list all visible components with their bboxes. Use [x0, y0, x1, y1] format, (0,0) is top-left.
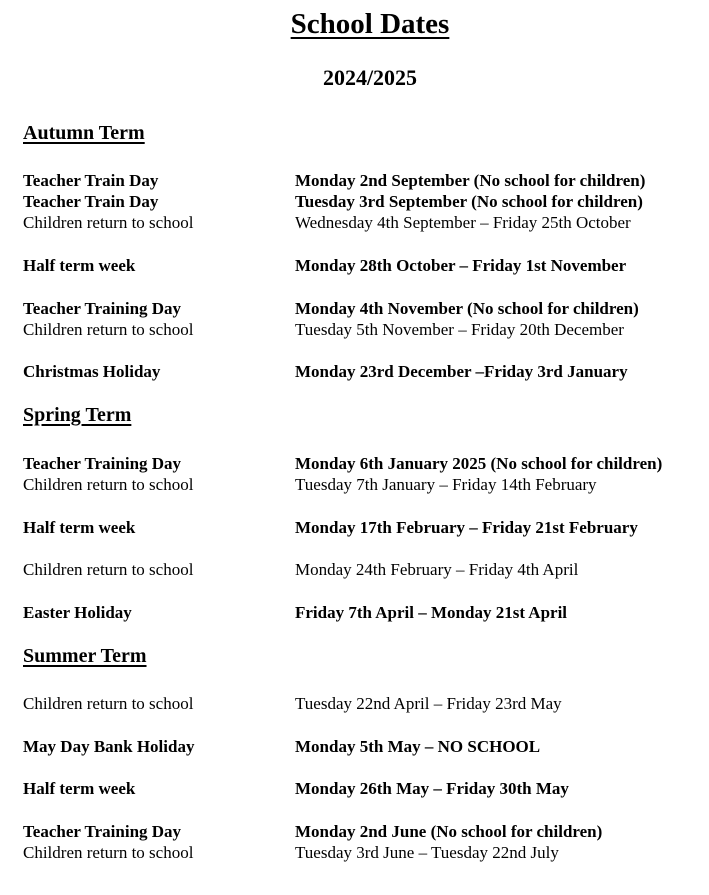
table-row	[0, 170, 709, 191]
row-dates: Tuesday 22nd April – Friday 23rd May	[295, 694, 562, 713]
row-dates: Monday 26th May – Friday 30th May	[295, 779, 569, 798]
table-row	[0, 453, 709, 474]
row-label: Children return to school	[23, 560, 194, 579]
row-label: Children return to school	[23, 320, 194, 339]
row-dates: Wednesday 4th September – Friday 25th October	[295, 213, 631, 232]
row-label: May Day Bank Holiday	[23, 737, 195, 756]
table-row	[0, 821, 709, 842]
table-row	[0, 191, 709, 212]
spring-term-heading: Spring Term	[23, 404, 132, 426]
table-row	[0, 602, 709, 623]
table-row	[0, 319, 709, 340]
table-row	[0, 842, 709, 863]
table-row	[0, 212, 709, 233]
row-dates: Monday 2nd June (No school for children)	[295, 822, 603, 841]
row-label: Christmas Holiday	[23, 362, 161, 381]
row-dates: Tuesday 3rd June – Tuesday 22nd July	[295, 843, 559, 862]
table-row	[0, 778, 709, 799]
table-row	[0, 693, 709, 714]
table-row	[0, 474, 709, 495]
table-row	[0, 361, 709, 382]
table-row	[0, 517, 709, 538]
row-label: Children return to school	[23, 475, 194, 494]
row-label: Teacher Train Day	[23, 171, 159, 190]
row-label: Teacher Training Day	[23, 299, 182, 318]
row-dates: Monday 2nd September (No school for children)	[295, 171, 646, 190]
row-label: Easter Holiday	[23, 603, 132, 622]
row-label: Teacher Training Day	[23, 454, 182, 473]
row-label: Half term week	[23, 779, 136, 798]
row-dates: Tuesday 3rd September (No school for children)	[295, 192, 643, 211]
row-dates: Monday 17th February – Friday 21st February	[295, 518, 638, 537]
row-dates: Tuesday 5th November – Friday 20th December	[295, 320, 624, 339]
summer-term-heading: Summer Term	[23, 645, 147, 667]
row-label: Children return to school	[23, 694, 194, 713]
row-dates: Monday 24th February – Friday 4th April	[295, 560, 579, 579]
row-dates: Monday 4th November (No school for children)	[295, 299, 639, 318]
academic-year: 2024/2025	[322, 65, 418, 90]
row-dates: Monday 6th January 2025 (No school for children)	[295, 454, 663, 473]
row-label: Children return to school	[23, 213, 194, 232]
row-dates: Monday 23rd December –Friday 3rd January	[295, 362, 628, 381]
row-label: Teacher Train Day	[23, 192, 159, 211]
page-title: School Dates	[290, 8, 450, 40]
row-label: Half term week	[23, 256, 136, 275]
table-row	[0, 255, 709, 276]
row-dates: Friday 7th April – Monday 21st April	[295, 603, 568, 622]
table-row	[0, 736, 709, 757]
row-label: Teacher Training Day	[23, 822, 182, 841]
row-dates: Monday 28th October – Friday 1st November	[295, 256, 627, 275]
row-label: Children return to school	[23, 843, 194, 862]
row-dates: Monday 5th May – NO SCHOOL	[295, 737, 541, 756]
row-label: Half term week	[23, 518, 136, 537]
table-row	[0, 559, 709, 580]
table-row	[0, 298, 709, 319]
autumn-term-heading: Autumn Term	[23, 122, 145, 144]
row-dates: Tuesday 7th January – Friday 14th February	[295, 475, 597, 494]
